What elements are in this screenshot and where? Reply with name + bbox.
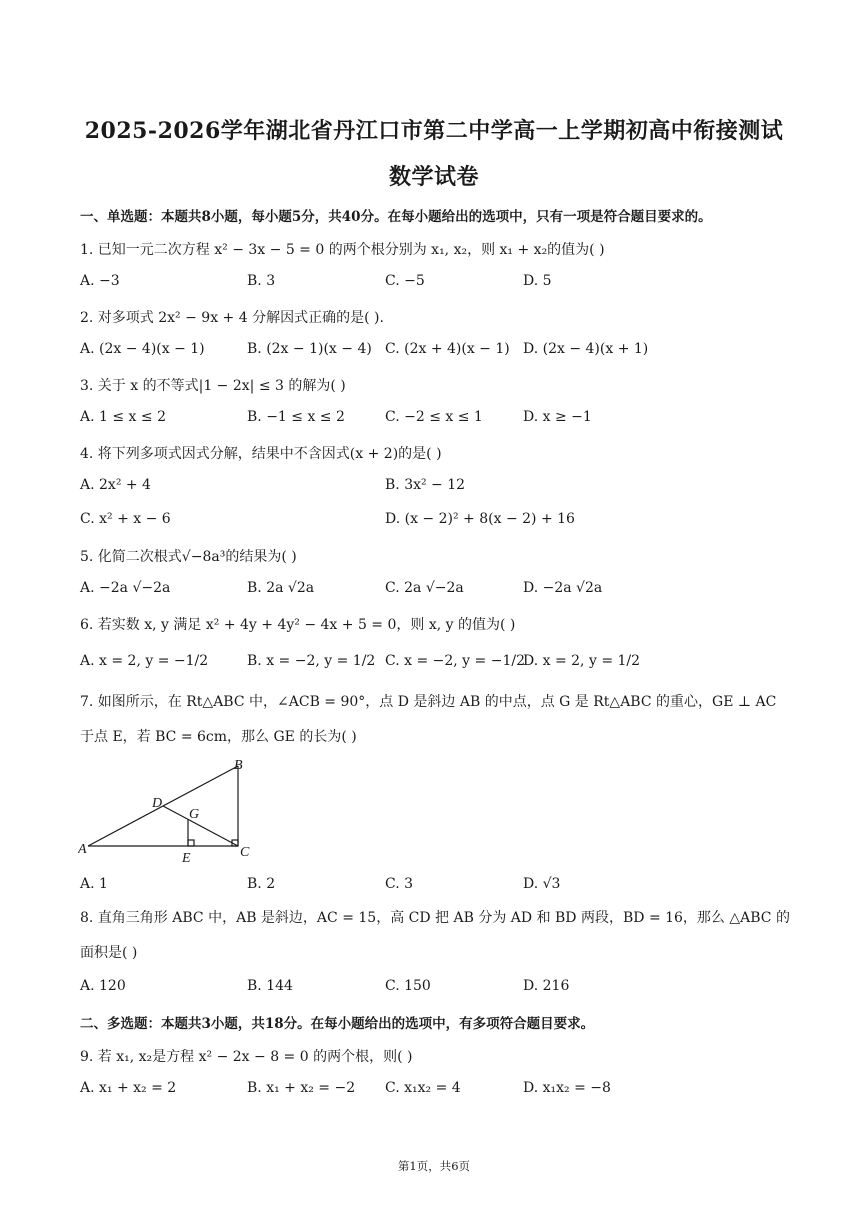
question-2-options — [80, 341, 792, 363]
question-3-options — [80, 409, 792, 431]
option-b: B. x₁ + x₂ = −2 — [247, 1080, 356, 1096]
option-a: A. 2x² + 4 — [80, 477, 151, 493]
option-b: B. 3 — [247, 273, 276, 289]
question-9-options — [80, 1080, 792, 1102]
label-b: B — [234, 758, 243, 773]
option-b: B. 2 — [247, 876, 276, 892]
question-5-options — [80, 580, 792, 602]
option-b: B. x = −2, y = 1/2 — [247, 653, 376, 669]
label-c: C — [240, 845, 250, 860]
question-7: 7. 如图所示，在 Rt△ABC 中，∠ACB = 90°，点 D 是斜边 AB 的中点，点 G 是 Rt△ABC 的重心，GE ⊥ AC 于点 E，若 BC = 6cm，那么 GE 的长为( ) — [80, 694, 777, 745]
triangle-figure — [78, 756, 268, 868]
option-c: C. −5 — [385, 273, 425, 289]
option-b: B. 2a √2a — [247, 580, 315, 596]
label-a: A — [78, 842, 87, 857]
option-c: C. −2 ≤ x ≤ 1 — [385, 409, 483, 425]
option-a: A. −2a √−2a — [80, 580, 171, 596]
option-d: D. (x − 2)² + 8(x − 2) + 16 — [385, 511, 575, 527]
question-4-options-row2 — [80, 511, 792, 533]
option-a: A. x = 2, y = −1/2 — [80, 653, 209, 669]
question-8-options — [80, 978, 792, 1000]
option-d: D. (2x − 4)(x + 1) — [523, 341, 649, 357]
option-c: C. (2x + 4)(x − 1) — [385, 341, 510, 357]
option-b: B. −1 ≤ x ≤ 2 — [247, 409, 345, 425]
question-6-options — [80, 653, 792, 675]
option-a: A. x₁ + x₂ = 2 — [80, 1080, 177, 1096]
question-1-options — [80, 273, 792, 295]
option-a: A. 1 — [80, 876, 108, 892]
section-single-choice: 一、单选题：本题共8小题，每小题5分，共40分。在每小题给出的选项中，只有一项是符合题目要求的。 — [80, 209, 712, 225]
option-d: D. x ≥ −1 — [523, 409, 592, 425]
option-d: D. √3 — [523, 876, 561, 892]
option-c: C. x₁x₂ = 4 — [385, 1080, 461, 1096]
label-e: E — [182, 851, 191, 866]
option-b: B. 144 — [247, 978, 293, 994]
option-c: C. 3 — [385, 876, 414, 892]
option-c: C. 2a √−2a — [385, 580, 464, 596]
option-a: A. 1 ≤ x ≤ 2 — [80, 409, 166, 425]
question-8: 8. 直角三角形 ABC 中，AB 是斜边，AC = 15，高 CD 把 AB 分为 AD 和 BD 两段，BD = 16，那么 △ABC 的面积是( ) — [80, 910, 790, 961]
question-7-options — [80, 876, 792, 898]
option-c: C. 150 — [385, 978, 431, 994]
option-b: B. 3x² − 12 — [385, 477, 466, 493]
section-multiple-choice: 二、多选题：本题共3小题，共18分。在每小题给出的选项中，有多项符合题目要求。 — [80, 1016, 595, 1032]
exam-title: 2025-2026学年湖北省丹江口市第二中学高一上学期初高中衔接测试 — [84, 118, 784, 144]
question-1: 1. 已知一元二次方程 x² − 3x − 5 = 0 的两个根分别为 x₁, x₂，则 x₁ + x₂的值为( ) — [80, 242, 605, 258]
question-6: 6. 若实数 x, y 满足 x² + 4y + 4y² − 4x + 5 = 0，则 x, y 的值为( ) — [80, 617, 516, 633]
question-4-options-row1 — [80, 477, 792, 499]
option-a: A. −3 — [80, 273, 120, 289]
option-c: C. x² + x − 6 — [80, 511, 171, 527]
option-a: A. (2x − 4)(x − 1) — [80, 341, 205, 357]
question-5: 5. 化简二次根式√−8a³的结果为( ) — [80, 549, 297, 565]
option-d: D. x₁x₂ = −8 — [523, 1080, 611, 1096]
page-number: 第1页，共6页 — [397, 1159, 471, 1173]
option-c: C. x = −2, y = −1/2 — [385, 653, 525, 669]
question-2: 2. 对多项式 2x² − 9x + 4 分解因式正确的是( ). — [80, 310, 384, 326]
option-b: B. (2x − 1)(x − 4) — [247, 341, 372, 357]
option-a: A. 120 — [80, 978, 126, 994]
option-d: D. 5 — [523, 273, 552, 289]
label-d: D — [152, 796, 163, 811]
question-9: 9. 若 x₁, x₂是方程 x² − 2x − 8 = 0 的两个根，则( ) — [80, 1049, 413, 1065]
question-4: 4. 将下列多项式因式分解，结果中不含因式(x + 2)的是( ) — [80, 446, 442, 462]
option-d: D. 216 — [523, 978, 570, 994]
right-angle-mark-e — [188, 840, 194, 846]
exam-subtitle: 数学试卷 — [388, 164, 479, 190]
option-d: D. −2a √2a — [523, 580, 603, 596]
question-3: 3. 关于 x 的不等式|1 − 2x| ≤ 3 的解为( ) — [80, 378, 346, 394]
option-d: D. x = 2, y = 1/2 — [523, 653, 641, 669]
median-dc — [163, 806, 238, 846]
label-g: G — [189, 807, 200, 822]
